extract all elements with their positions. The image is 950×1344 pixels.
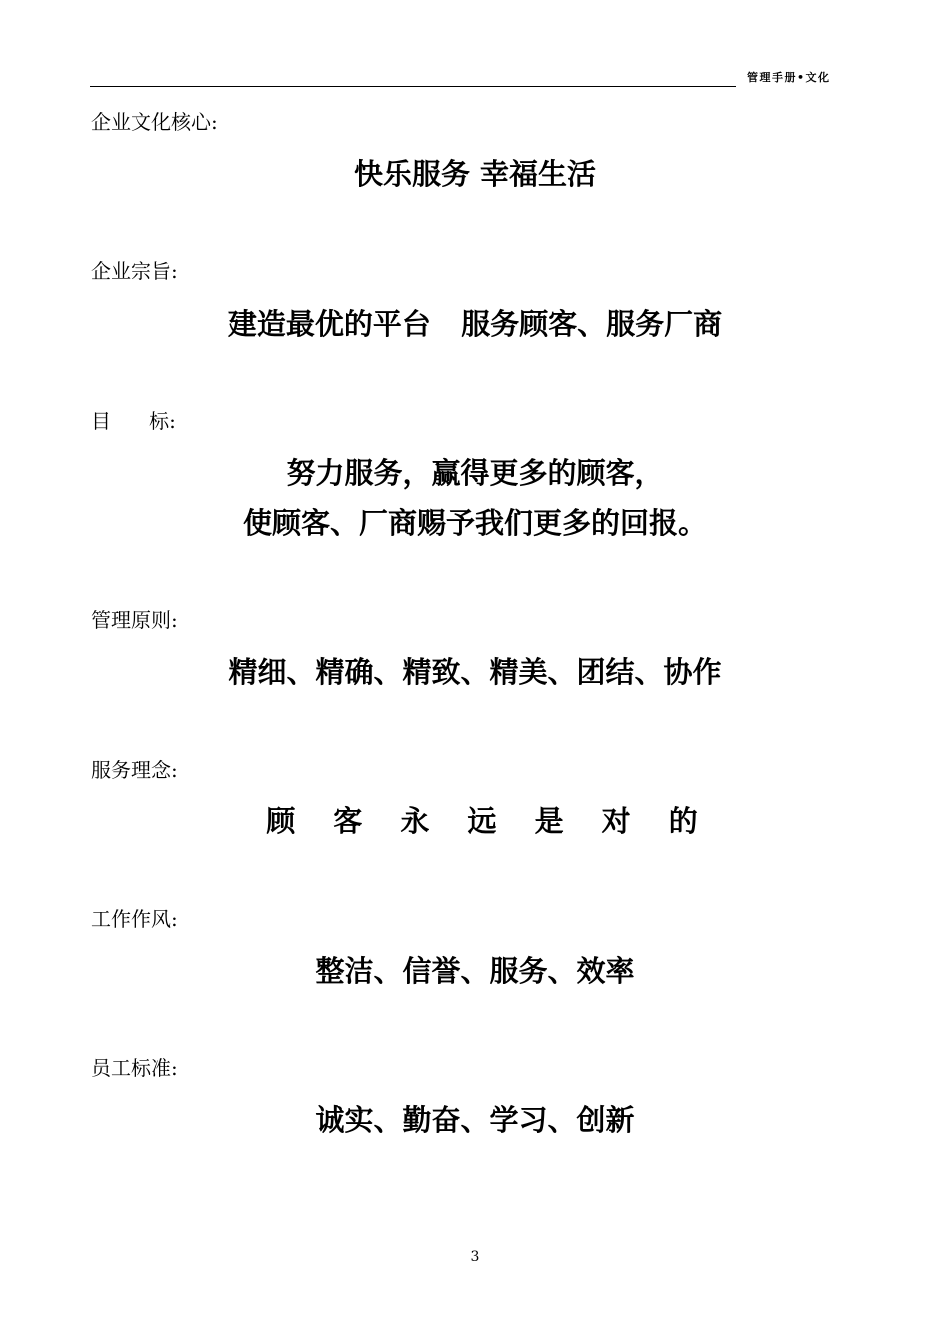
statement-management-principles: 精细、精确、精致、精美、团结、协作: [228, 655, 722, 689]
section-label-purpose: 企业宗旨:: [91, 259, 178, 283]
header-rule: [90, 86, 736, 87]
section-label-service-concept: 服务理念:: [91, 758, 178, 782]
section-label-employee-standards: 员工标准:: [91, 1056, 178, 1080]
statement-work-style: 整洁、信誉、服务、效率: [315, 954, 635, 988]
section-label-work-style: 工作作风:: [91, 907, 178, 931]
statement-service-concept: 顾 客 永 远 是 对 的: [266, 804, 712, 838]
statement-employee-standards: 诚实、勤奋、学习、创新: [315, 1103, 635, 1137]
section-label-goal: 目 标:: [91, 409, 176, 433]
header-title: 管理手册•文化: [747, 71, 831, 84]
section-label-culture-core: 企业文化核心:: [91, 110, 218, 134]
page-number: 3: [470, 1249, 480, 1265]
statement-goal-line-2: 使顾客、厂商赐予我们更多的回报。: [242, 506, 707, 540]
statement-purpose: 建造最优的平台 服务顾客、服务厂商: [227, 307, 723, 341]
section-label-management-principles: 管理原则:: [91, 608, 178, 632]
statement-goal-line-1: 努力服务，赢得更多的顾客，: [286, 456, 664, 490]
statement-culture-core: 快乐服务 幸福生活: [353, 157, 597, 191]
